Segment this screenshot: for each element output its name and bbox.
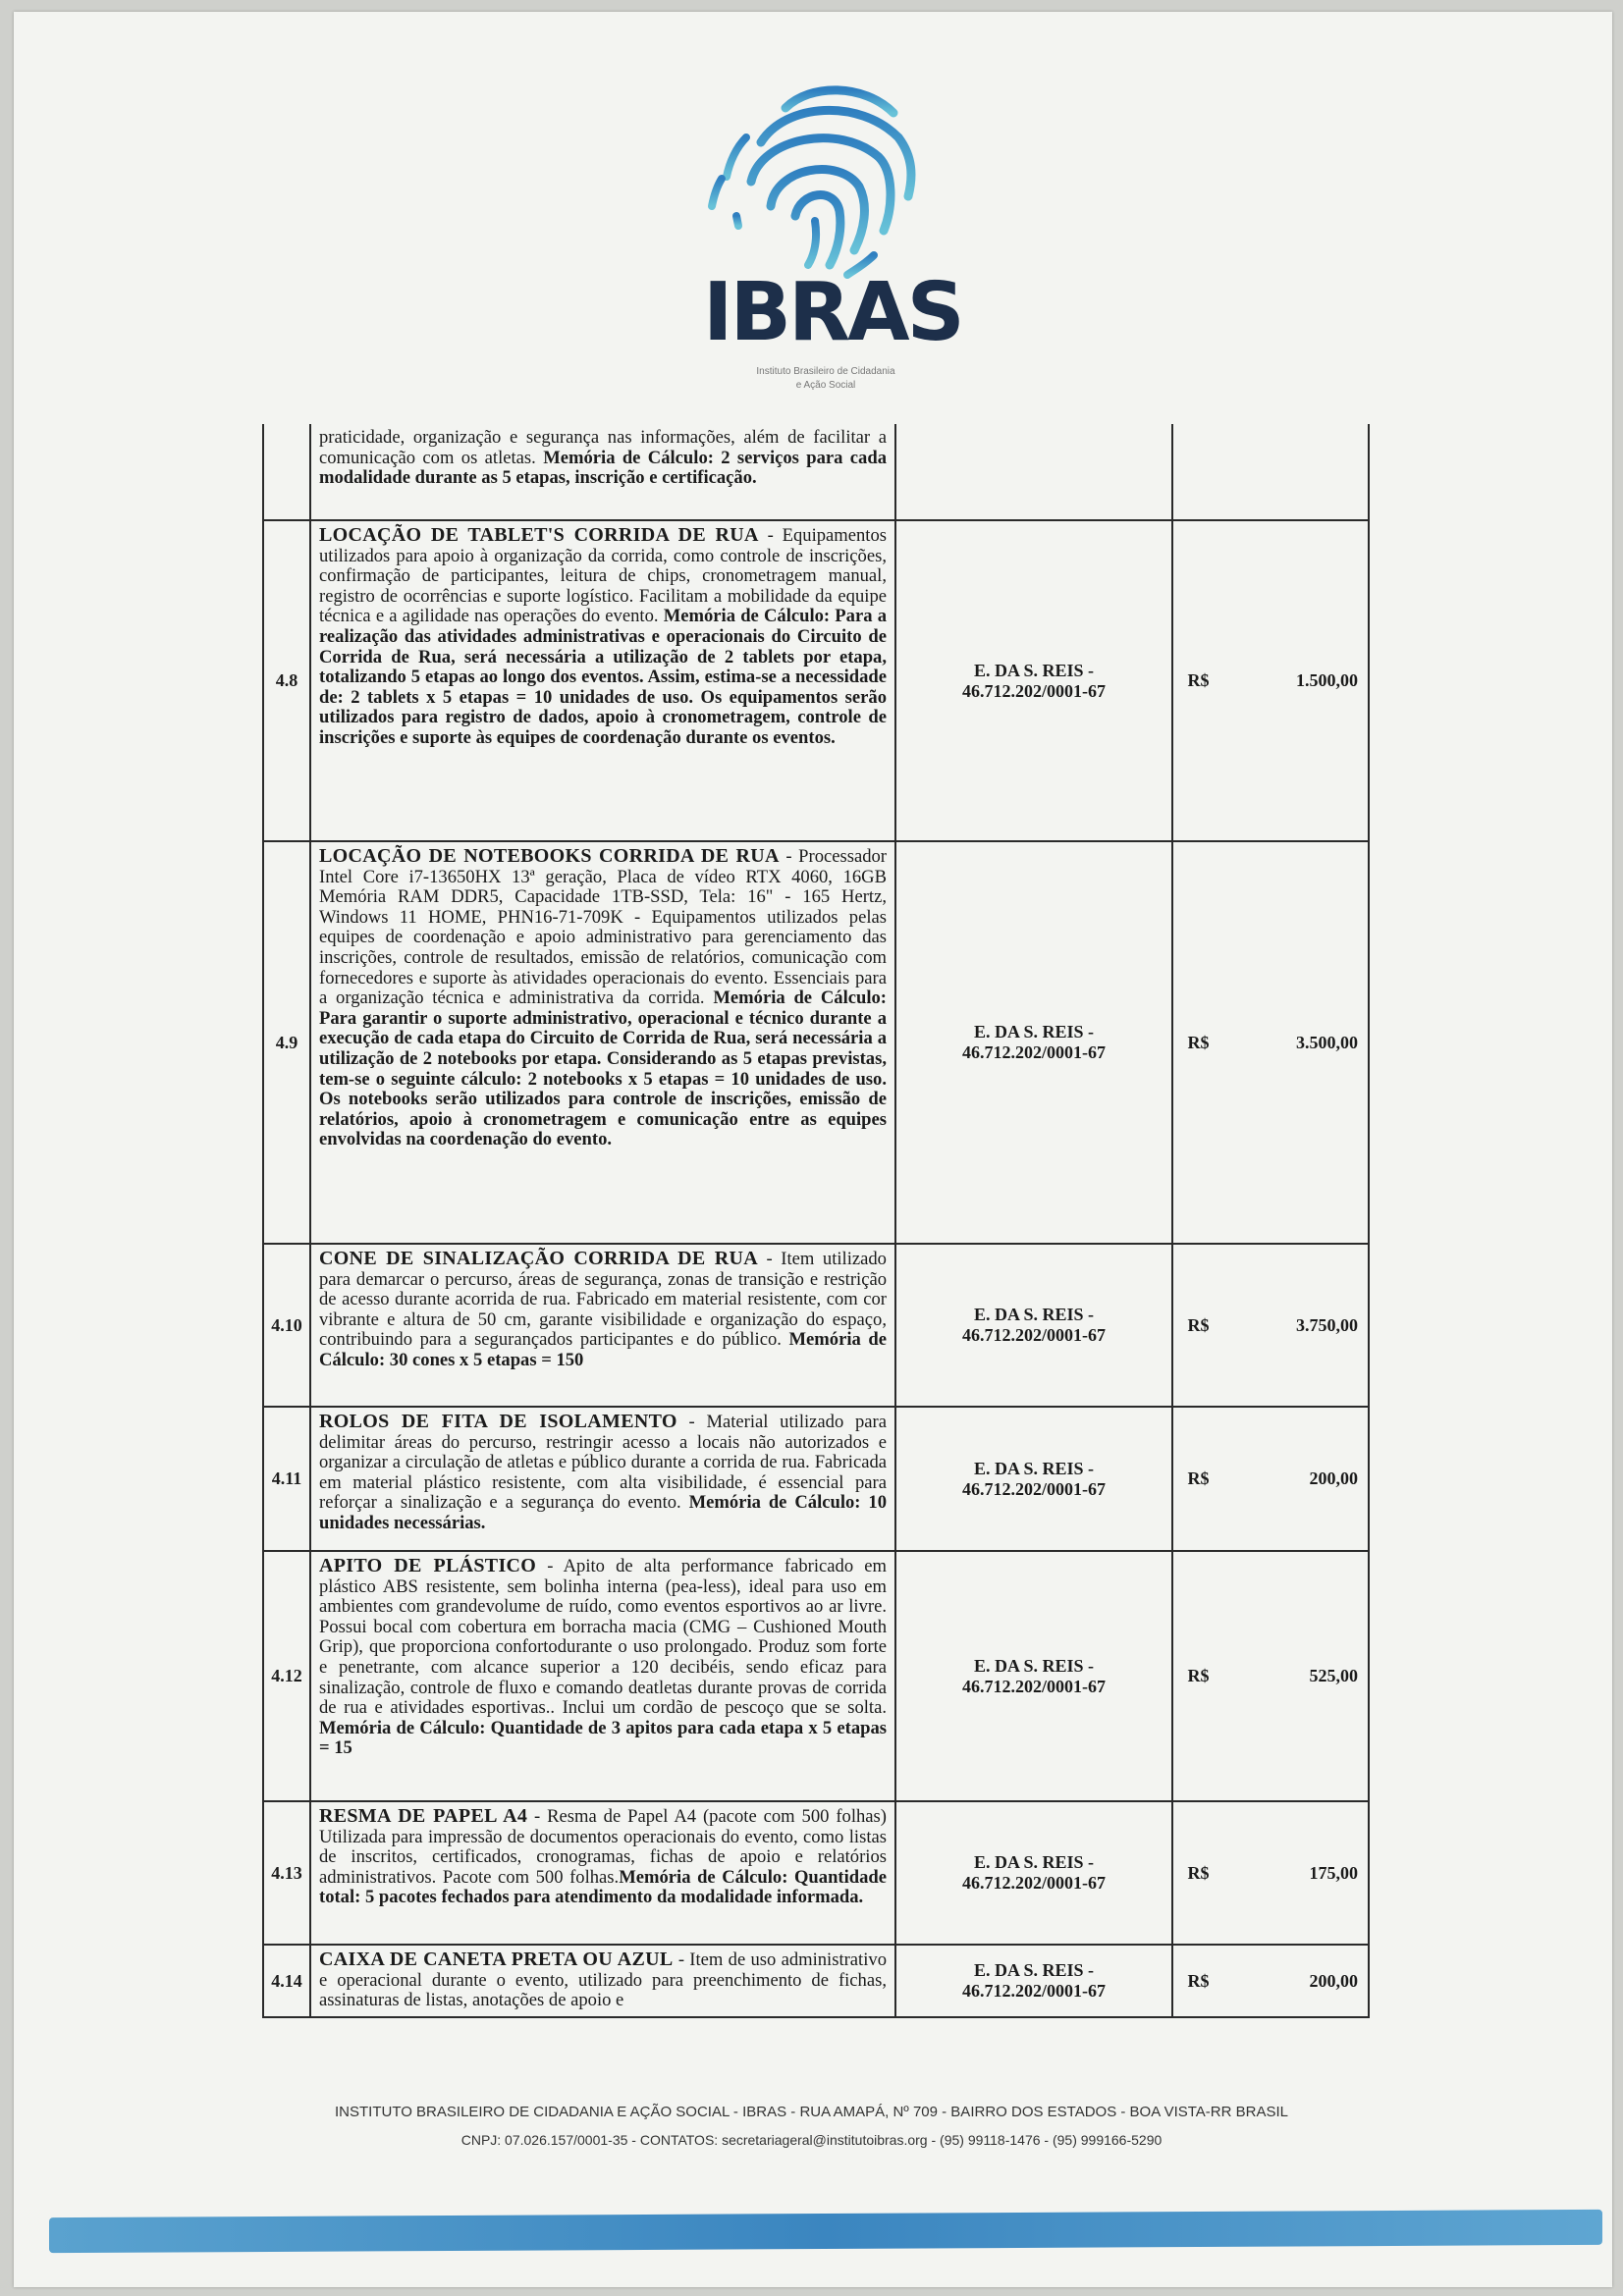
item-number	[263, 424, 310, 520]
item-value: 1.500,00	[1223, 520, 1369, 841]
item-value: 525,00	[1223, 1551, 1369, 1801]
currency: R$	[1172, 1407, 1223, 1551]
logo-wordmark: IBRAS	[703, 266, 962, 359]
table-row	[263, 1407, 1369, 1551]
item-description: LOCAÇÃO DE NOTEBOOKS CORRIDA DE RUA - Processador Intel Core i7-13650HX 13ª geração, Placa de vídeo RTX 4060, 16GB Memória RAM DDR5, Capacidade 1TB-SSD, Tela: 16" - 165 Hertz, Windows 11 HOME, PHN16-71-709K - Equipamentos utilizados pelas equipes de coordenação e apoio administrativo para gerenciamento das inscrições, controle de resultados, emissão de relatórios, comunicação com fornecedores e suporte às atividades operacionais do evento. Essenciais para a organização técnica e administrativa da corrida. Memória de Cálculo: Para garantir o suporte administrativo, operacional e técnico durante a execução de cada etapa do Circuito de Corrida de Rua, será necessária a utilização de 2 notebooks por etapa. Considerando as 5 etapas previstas, tem-se o seguinte cálculo: 2 notebooks x 5 etapas = 10 unidades de uso. Os notebooks serão utilizados para controle de inscrições, emissão de relatórios, apoio à cronometragem e comunicação entre as equipes envolvidas na coordenação do evento.	[310, 841, 895, 1244]
item-number: 4.8	[263, 520, 310, 841]
table-row	[263, 520, 1369, 841]
supplier: E. DA S. REIS - 46.712.202/0001-67	[895, 841, 1172, 1244]
item-number: 4.11	[263, 1407, 310, 1551]
supplier: E. DA S. REIS - 46.712.202/0001-67	[895, 520, 1172, 841]
item-description: ROLOS DE FITA DE ISOLAMENTO - Material utilizado para delimitar áreas do percurso, restringir acesso a locais não autorizados e organizar a circulação de atletas e público durante a corrida de rua. Fabricada em material plástico resistente, com alta visibilidade, é essencial para reforçar a sinalização e a segurança do evento. Memória de Cálculo: 10 unidades necessárias.	[310, 1407, 895, 1551]
table-row	[263, 841, 1369, 1244]
supplier: E. DA S. REIS - 46.712.202/0001-67	[895, 1945, 1172, 2017]
currency: R$	[1172, 1244, 1223, 1407]
item-number: 4.13	[263, 1801, 310, 1945]
item-description: CAIXA DE CANETA PRETA OU AZUL - Item de uso administrativo e operacional durante o evento, utilizado para preenchimento de fichas, assinaturas de listas, anotações de apoio e	[310, 1945, 895, 2017]
currency	[1172, 424, 1223, 520]
supplier: E. DA S. REIS - 46.712.202/0001-67	[895, 1801, 1172, 1945]
supplier: E. DA S. REIS - 46.712.202/0001-67	[895, 1407, 1172, 1551]
item-value: 200,00	[1223, 1407, 1369, 1551]
item-description: CONE DE SINALIZAÇÃO CORRIDA DE RUA - Item utilizado para demarcar o percurso, áreas de segurança, zonas de transição e restrição de acesso durante acorrida de rua. Fabricado em material resistente, com cor vibrante e altura de 50 cm, garante visibilidade e organização do espaço, contribuindo para a segurançados participantes e do público. Memória de Cálculo: 30 cones x 5 etapas = 150	[310, 1244, 895, 1407]
item-number: 4.12	[263, 1551, 310, 1801]
currency: R$	[1172, 1945, 1223, 2017]
item-number: 4.14	[263, 1945, 310, 2017]
table-row	[263, 1801, 1369, 1945]
item-value: 175,00	[1223, 1801, 1369, 1945]
item-value: 3.500,00	[1223, 841, 1369, 1244]
item-description: APITO DE PLÁSTICO - Apito de alta performance fabricado em plástico ABS resistente, sem bolinha interna (pea-less), ideal para uso em ambientes com grandevolume de ruído, como eventos esportivos ao ar livre. Possui bocal com cobertura em borracha macia (CMG – Cushioned Mouth Grip), que proporciona confortodurante o uso prolongado. Produz som forte e penetrante, com alcance superior a 120 decibéis, sendo eficaz para sinalização, controle de fluxo e comando deatletas durante provas de corrida de rua e atividades esportivas.. Inclui um cordão de pescoço que se solta. Memória de Cálculo: Quantidade de 3 apitos para cada etapa x 5 etapas = 15	[310, 1551, 895, 1801]
currency: R$	[1172, 520, 1223, 841]
items-table	[262, 424, 1370, 2018]
supplier	[895, 424, 1172, 520]
supplier: E. DA S. REIS - 46.712.202/0001-67	[895, 1551, 1172, 1801]
table-row	[263, 424, 1369, 520]
item-value	[1223, 424, 1369, 520]
item-number: 4.10	[263, 1244, 310, 1407]
table-row	[263, 1244, 1369, 1407]
currency: R$	[1172, 1801, 1223, 1945]
currency: R$	[1172, 1551, 1223, 1801]
footer-address: INSTITUTO BRASILEIRO DE CIDADANIA E AÇÃO SOCIAL - IBRAS - RUA AMAPÁ, Nº 709 - BAIRRO DOS ESTADOS - BOA VISTA-RR BRASIL	[335, 2104, 1288, 2120]
item-description: LOCAÇÃO DE TABLET'S CORRIDA DE RUA - Equipamentos utilizados para apoio à organização da corrida, como controle de inscrições, confirmação de participantes, leitura de chips, cronometragem manual, registro de ocorrências e suporte logístico. Facilitam a mobilidade da equipe técnica e a agilidade nas operações do evento. Memória de Cálculo: Para a realização das atividades administrativas e operacionais do Circuito de Corrida de Rua, será necessária a utilização de 2 tablets por etapa, totalizando 5 etapas ao longo dos eventos. Assim, estima-se a necessidade de: 2 tablets x 5 etapas = 10 unidades de uso. Os equipamentos serão utilizados para registro de dados, apoio à cronometragem, controle de inscrições e suporte às equipes de coordenação durante os eventos.	[310, 520, 895, 841]
item-description: praticidade, organização e segurança nas informações, além de facilitar a comunicação com os atletas. Memória de Cálculo: 2 serviços para cada modalidade durante as 5 etapas, inscrição e certificação.	[310, 424, 895, 520]
item-number: 4.9	[263, 841, 310, 1244]
item-value: 200,00	[1223, 1945, 1369, 2017]
item-value: 3.750,00	[1223, 1244, 1369, 1407]
footer-contacts: CNPJ: 07.026.157/0001-35 - CONTATOS: secretariageral@institutoibras.org - (95) 99118-1476 - (95) 999166-5290	[460, 2132, 1163, 2148]
supplier: E. DA S. REIS - 46.712.202/0001-67	[895, 1244, 1172, 1407]
currency: R$	[1172, 841, 1223, 1244]
table-row	[263, 1551, 1369, 1801]
table-row	[263, 1945, 1369, 2017]
logo-subtitle: Instituto Brasileiro de Cidadania e Ação Social	[756, 366, 895, 391]
item-description: RESMA DE PAPEL A4 - Resma de Papel A4 (pacote com 500 folhas) Utilizada para impressão de documentos operacionais do evento, como listas de inscritos, certificados, cronogramas, fichas de apoio e relatórios administrativos. Pacote com 500 folhas.Memória de Cálculo: Quantidade total: 5 pacotes fechados para atendimento da modalidade informada.	[310, 1801, 895, 1945]
